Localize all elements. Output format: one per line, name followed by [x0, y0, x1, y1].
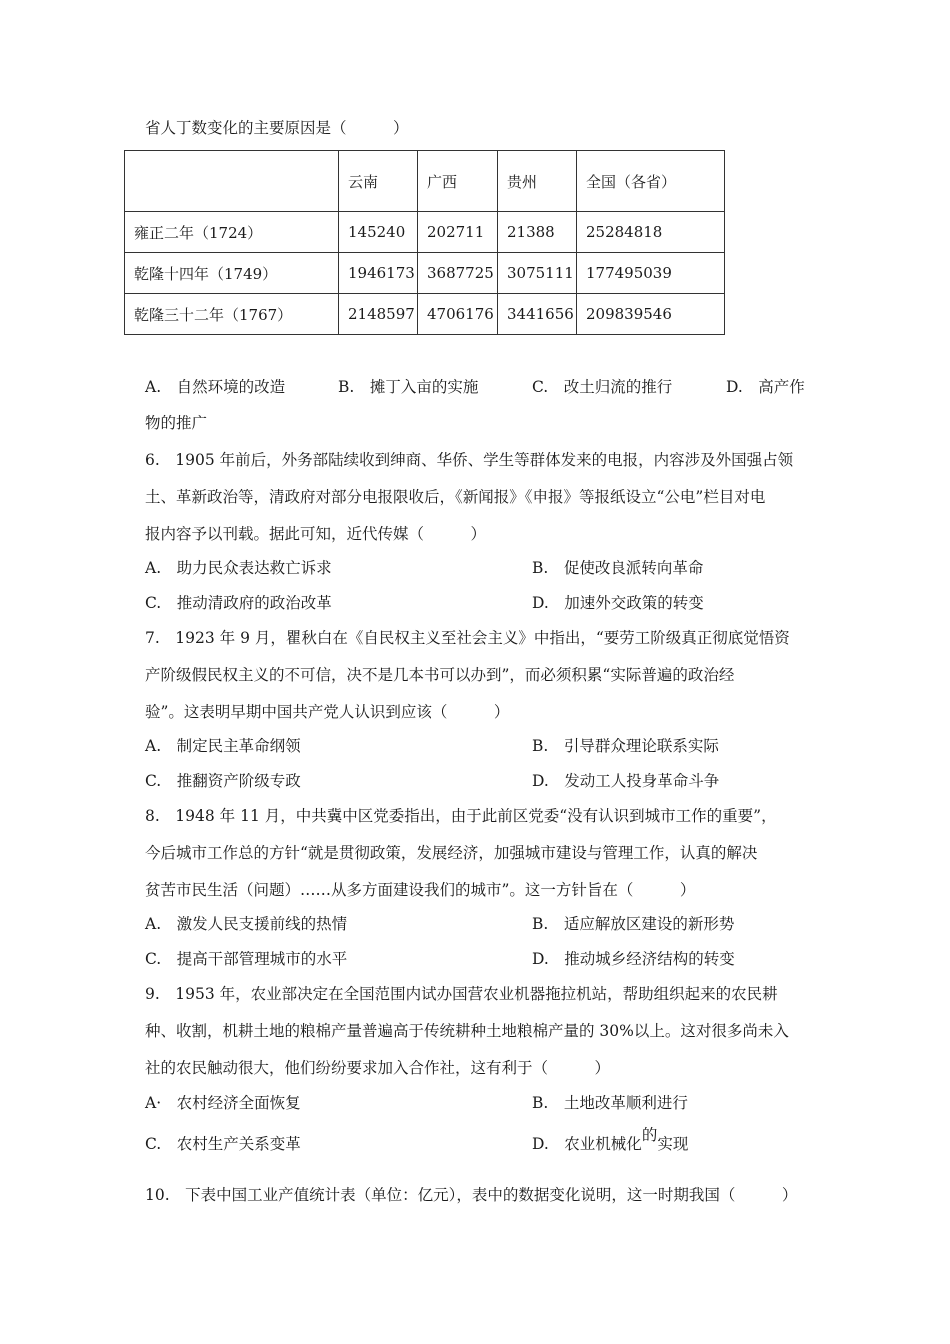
q7-line-1: 7. 1923 年 9 月，瞿秋白在《自民权主义至社会主义》中指出，“要劳工阶级真正彻底觉悟资 — [145, 629, 790, 647]
q5-option-b: B. 摊丁入亩的实施 — [338, 378, 479, 396]
q9-line-3: 社的农民触动很大，他们纷纷要求加入合作社，这有利于（ ） — [145, 1059, 611, 1077]
q9-option-d — [532, 1126, 689, 1154]
q8-option-d: D. 推动城乡经济结构的转变 — [532, 950, 735, 968]
q7-option-b: B. 引导群众理论联系实际 — [532, 737, 719, 755]
q10-line-1: 10. 下表中国工业产值统计表（单位：亿元），表中的数据变化说明，这一时期我国（ ） — [145, 1186, 798, 1204]
q6-option-d: D. 加速外交政策的转变 — [532, 594, 704, 612]
q9-option-d-post: 实现 — [657, 1135, 689, 1153]
q9-line-2: 种、收割，机耕土地的粮棉产量普遍高于传统耕种土地粮棉产量的 30%以上。这对很多尚未入 — [145, 1022, 789, 1040]
q9-option-b: B. 土地改革顺利进行 — [532, 1094, 688, 1112]
q5-option-c: C. 改土归流的推行 — [532, 378, 673, 396]
table-cell: 202711 — [418, 212, 498, 253]
table-header-cell: 贵州 — [498, 151, 577, 212]
population-table — [124, 150, 725, 335]
q9-option-d-pre: D. 农业机械化 — [532, 1135, 642, 1153]
q6-option-b: B. 促使改良派转向革命 — [532, 559, 704, 577]
table-row — [125, 212, 725, 253]
table-header-cell — [125, 151, 339, 212]
q8-option-c: C. 提高干部管理城市的水平 — [145, 950, 348, 968]
q8-line-2: 今后城市工作总的方针“就是贯彻政策，发展经济，加强城市建设与管理工作，认真的解决 — [145, 844, 758, 862]
q8-line-1: 8. 1948 年 11 月，中共冀中区党委指出，由于此前区党委“没有认识到城市工作的重要”， — [145, 807, 777, 825]
table-header-cell: 广西 — [418, 151, 498, 212]
q7-line-2: 产阶级假民权主义的不可信，决不是几本书可以办到”，而必须积累“实际普遍的政治经 — [145, 666, 735, 684]
q9-option-a: A· 农村经济全面恢复 — [145, 1094, 301, 1112]
table-row — [125, 294, 725, 335]
q7-option-a: A. 制定民主革命纲领 — [145, 737, 301, 755]
q6-option-c: C. 推动清政府的政治改革 — [145, 594, 332, 612]
q5-option-a: A. 自然环境的改造 — [145, 378, 286, 396]
table-header-row — [125, 151, 725, 212]
q6-line-1: 6. 1905 年前后，外务部陆续收到绅商、华侨、学生等群体发来的电报，内容涉及外国强占领 — [145, 451, 794, 469]
q9-line-1: 9. 1953 年，农业部决定在全国范围内试办国营农业机器拖拉机站，帮助组织起来的农民耕 — [145, 985, 778, 1003]
q5-option-d: D. 高产作 — [726, 378, 805, 396]
table-cell: 209839546 — [577, 294, 725, 335]
q9-option-d-raised: 的 — [641, 1126, 658, 1144]
table-cell: 乾隆十四年（1749） — [125, 253, 339, 294]
table-cell: 21388 — [498, 212, 577, 253]
q9-option-c: C. 农村生产关系变革 — [145, 1135, 301, 1153]
table-cell: 3441656 — [498, 294, 577, 335]
table-cell: 3687725 — [418, 253, 498, 294]
table-cell: 乾隆三十二年（1767） — [125, 294, 339, 335]
q5-stem: 省人丁数变化的主要原因是（ ） — [145, 119, 409, 137]
q6-line-3: 报内容予以刊载。据此可知，近代传媒（ ） — [145, 525, 487, 543]
table-cell: 雍正二年（1724） — [125, 212, 339, 253]
table-cell: 3075111 — [498, 253, 577, 294]
table-cell: 2148597 — [339, 294, 418, 335]
table-cell: 1946173 — [339, 253, 418, 294]
table-cell: 145240 — [339, 212, 418, 253]
q8-line-3: 贫苦市民生活（问题）……从多方面建设我们的城市”。这一方针旨在（ ） — [145, 881, 696, 899]
table-cell: 177495039 — [577, 253, 725, 294]
table-header-cell: 全国（各省） — [577, 151, 725, 212]
table-cell: 4706176 — [418, 294, 498, 335]
q7-option-d: D. 发动工人投身革命斗争 — [532, 772, 720, 790]
table-row — [125, 253, 725, 294]
table-cell: 25284818 — [577, 212, 725, 253]
q8-option-b: B. 适应解放区建设的新形势 — [532, 915, 735, 933]
q7-option-c: C. 推翻资产阶级专政 — [145, 772, 301, 790]
q5-option-d-continued: 物的推广 — [145, 414, 208, 432]
q8-option-a: A. 激发人民支援前线的热情 — [145, 915, 348, 933]
q6-option-a: A. 助力民众表达救亡诉求 — [145, 559, 332, 577]
q6-line-2: 土、革新政治等，清政府对部分电报限收后，《新闻报》《申报》等报纸设立“公电”栏目对电 — [145, 488, 766, 506]
table-header-cell: 云南 — [339, 151, 418, 212]
q7-line-3: 验”。这表明早期中国共产党人认识到应该（ ） — [145, 703, 510, 721]
